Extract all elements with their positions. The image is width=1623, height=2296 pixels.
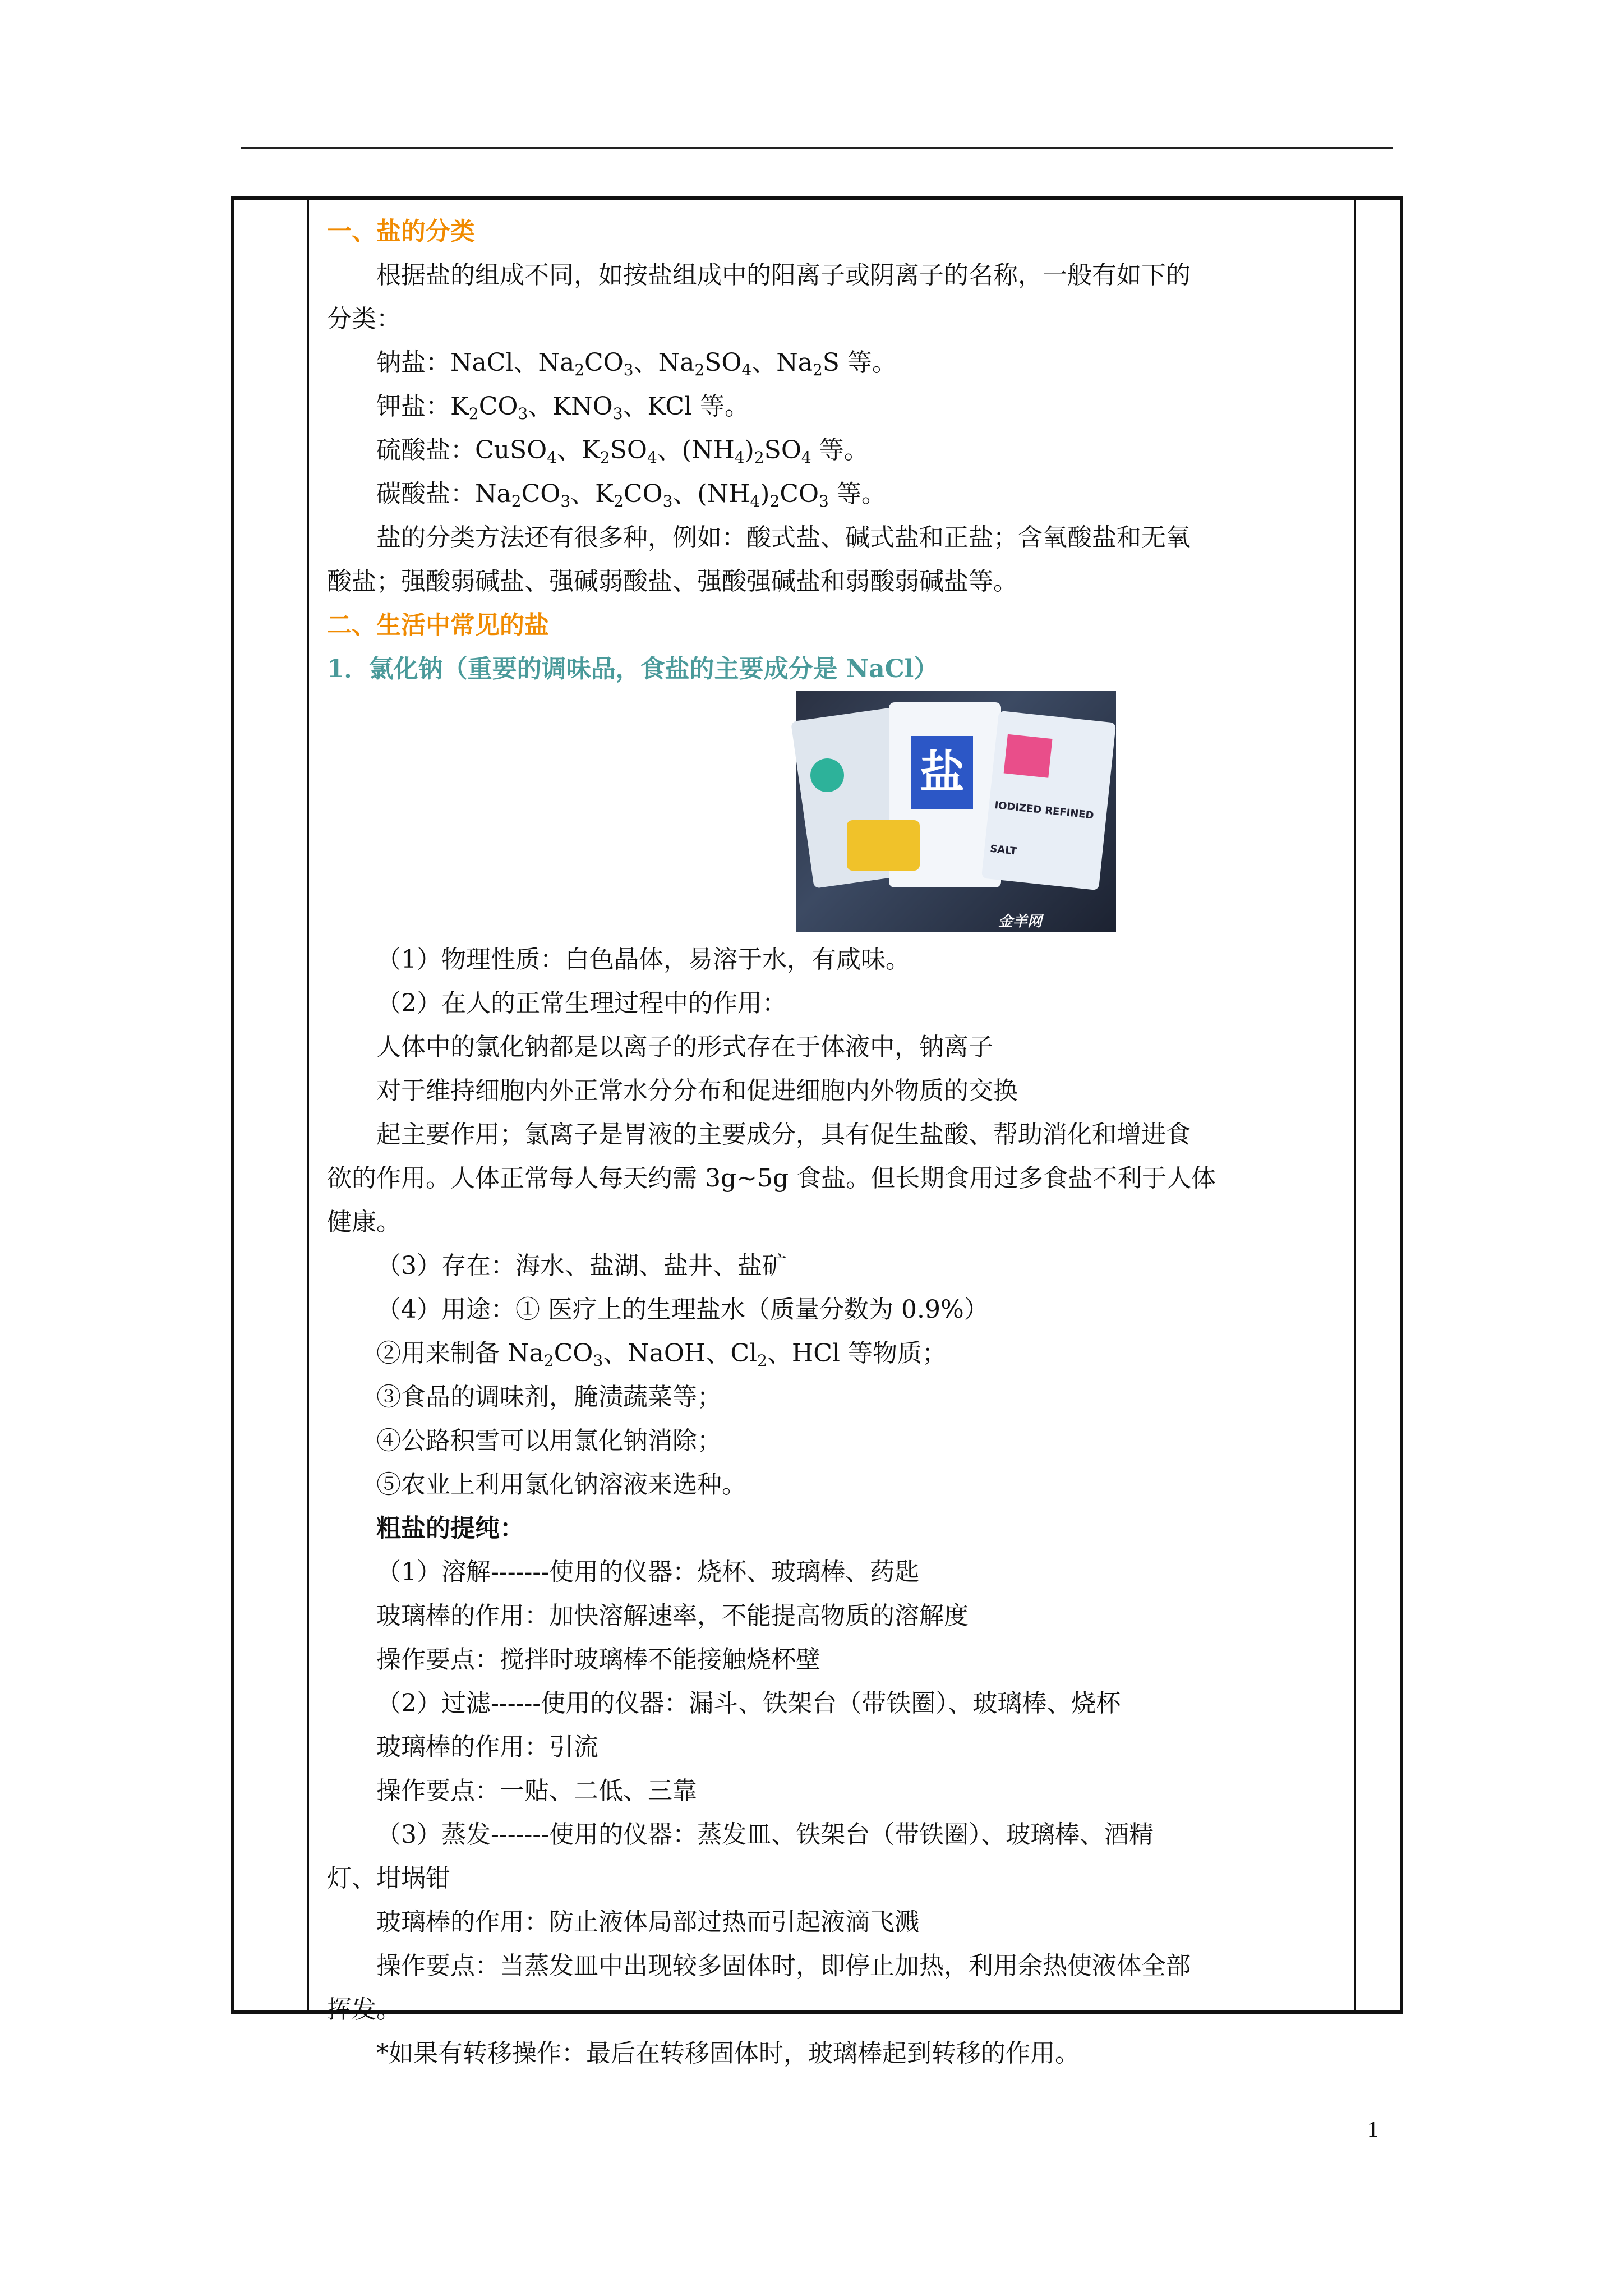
paragraph: 酸盐；强酸弱碱盐、强碱弱酸盐、强酸强碱盐和弱酸弱碱盐等。	[327, 567, 1018, 596]
paragraph: （1）物理性质：白色晶体，易溶于水，有咸味。	[376, 945, 910, 974]
sulfate-salts-line: 硫酸盐：CuSO$_4$、$K_2SO_4$、$(NH_4)_2SO_4$ 等。	[376, 436, 869, 467]
table-content-cell	[327, 210, 1336, 2076]
page-number: 1	[1367, 2116, 1378, 2142]
carbonate-salts-line: 碳酸盐：$Na_2CO_3$、$K_2CO_3$、$(NH_4)_2CO_3$ 等。	[376, 480, 886, 510]
section-title-common-salts: 二、生活中常见的盐	[327, 611, 549, 639]
paragraph: ③食品的调味剂，腌渍蔬菜等；	[376, 1383, 722, 1411]
paragraph: ④公路积雪可以用氯化钠消除；	[376, 1427, 722, 1455]
content-table	[231, 196, 1403, 2068]
paragraph: 欲的作用。人体正常每人每天约需 3g~5g 食盐。但长期食用过多食盐不利于人体	[327, 1164, 1216, 1193]
section-title-salt-classification: 一、盐的分类	[327, 217, 475, 246]
potassium-salts-line: 钾盐：$K_2CO_3$、$KNO_3$、KCl 等。	[376, 392, 749, 423]
header-rule	[241, 147, 1393, 149]
paragraph: （2）过滤------使用的仪器：漏斗、铁架台（带铁圈）、玻璃棒、烧杯	[376, 1689, 1121, 1718]
paragraph: （2）在人的正常生理过程中的作用：	[376, 989, 787, 1018]
paragraph: 操作要点：当蒸发皿中出现较多固体时，即停止加热，利用余热使液体全部	[376, 1952, 1191, 1980]
table-left-divider	[307, 200, 309, 2010]
table-right-divider	[1354, 200, 1356, 2010]
paragraph: 分类：	[327, 305, 401, 333]
paragraph: （4）用途：① 医疗上的生理盐水（质量分数为 0.9%）	[376, 1295, 989, 1324]
salt-bags-photo: 盐 IODIZED REFINED SALT 金羊网 www.ycwb.com	[796, 691, 1116, 932]
paragraph: 操作要点：搅拌时玻璃棒不能接触烧杯壁	[376, 1645, 820, 1674]
paragraph: 挥发。	[327, 1995, 401, 2024]
uses-line-2: ②用来制备 $Na_2CO_3$、NaOH、$Cl_2$、HCl 等物质；	[376, 1339, 947, 1370]
paragraph: 根据盐的组成不同，如按盐组成中的阳离子或阴离子的名称，一般有如下的	[376, 261, 1191, 289]
paragraph: （1）溶解-------使用的仪器：烧杯、玻璃棒、药匙	[376, 1558, 920, 1586]
paragraph: （3）存在：海水、盐湖、盐井、盐矿	[376, 1251, 787, 1280]
salt-bag-image: 盐	[889, 702, 1001, 887]
salt-bag-image: IODIZED REFINED SALT	[981, 711, 1116, 890]
paragraph: ⑤农业上利用氯化钠溶液来选种。	[376, 1470, 746, 1499]
purification-title: 粗盐的提纯：	[376, 1514, 524, 1543]
salt-photo-row	[327, 691, 1336, 945]
paragraph: 健康。	[327, 1208, 401, 1236]
subsection-title-sodium-chloride: 1．氯化钠（重要的调味品，食盐的主要成分是 NaCl）	[327, 655, 939, 683]
paragraph: 盐的分类方法还有很多种，例如：酸式盐、碱式盐和正盐；含氧酸盐和无氧	[376, 523, 1191, 552]
paragraph: 灯、坩埚钳	[327, 1864, 450, 1893]
paragraph: 玻璃棒的作用：防止液体局部过热而引起液滴飞溅	[376, 1908, 919, 1936]
paragraph: （3）蒸发-------使用的仪器：蒸发皿、铁架台（带铁圈）、玻璃棒、酒精	[376, 1820, 1154, 1849]
paragraph: 对于维持细胞内外正常水分分布和促进细胞内外物质的交换	[376, 1076, 1018, 1105]
paragraph: *如果有转移操作：最后在转移固体时，玻璃棒起到转移的作用。	[376, 2039, 1080, 2068]
paragraph: 玻璃棒的作用：引流	[376, 1733, 598, 1761]
paragraph: 起主要作用；氯离子是胃液的主要成分，具有促生盐酸、帮助消化和增进食	[376, 1120, 1191, 1149]
paragraph: 人体中的氯化钠都是以离子的形式存在于体液中，钠离子	[376, 1033, 993, 1061]
paragraph: 操作要点：一贴、二低、三靠	[376, 1777, 697, 1805]
paragraph: 玻璃棒的作用：加快溶解速率，不能提高物质的溶解度	[376, 1602, 969, 1630]
sodium-salts-line: 钠盐：NaCl、$Na_2CO_3$、$Na_2SO_4$、$Na_2S$ 等。	[376, 348, 897, 379]
